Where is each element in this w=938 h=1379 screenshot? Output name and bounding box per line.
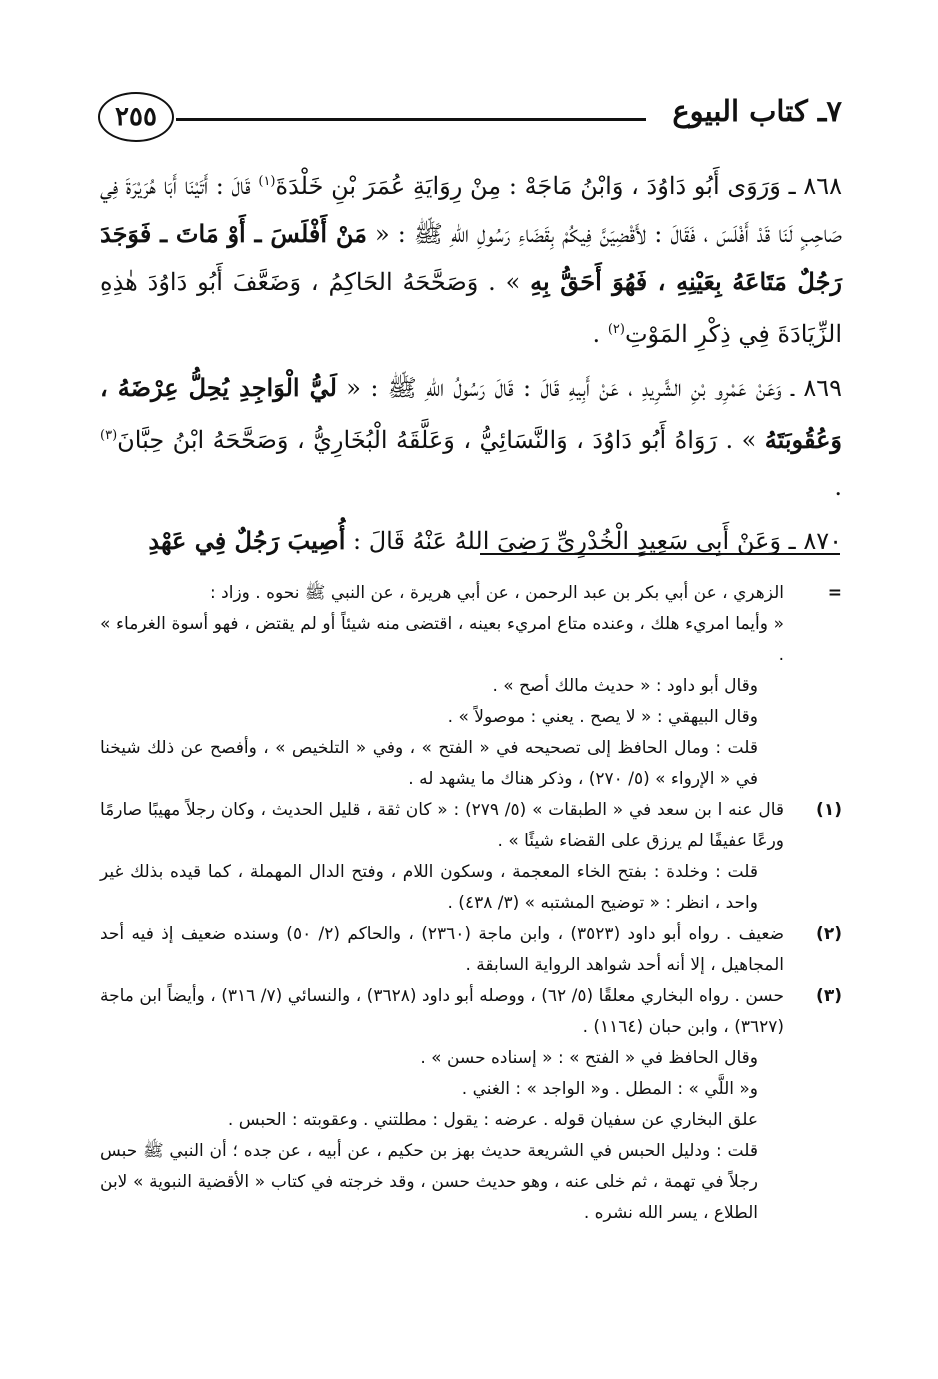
footnote-body: [100, 578, 784, 795]
footnote-mark: =: [827, 583, 842, 603]
hadith-868-end: .: [592, 320, 608, 348]
footnote-separator: [480, 553, 840, 555]
hadith-868-tail: » . وَصَحَّحَهُ الحَاكِمُ ، وَضَعَّفَ أَبُو دَاوُدَ هٰذِهِ الزِّيَادَةَ فِي ذِكْرِ المَوْتِ: [100, 268, 842, 348]
footnote-line: وقال أبو داود : « حديث مالك أصح » .: [492, 676, 758, 696]
footnote-line: وقال الحافظ في « الفتح » : « إسناده حسن » .: [420, 1048, 758, 1068]
footnote-ref-2: (٢): [607, 322, 625, 337]
hadith-868: [100, 158, 842, 358]
hadith-870-lead: ٨٧٠ ـ وَعَنْ أَبِي سَعِيدٍ الْخُدْرِيِّ رَضِيَ اللهُ عَنْهُ قَالَ :: [345, 527, 842, 555]
footnote-ref-1: (١): [258, 174, 276, 189]
hadith-869-end: .: [834, 473, 842, 501]
footnote-3: [100, 981, 842, 1229]
footnote-2: [100, 919, 842, 981]
header-rule: [176, 118, 646, 121]
hadith-870: [100, 517, 842, 565]
hadith-869-quote: لَيُّ الْوَاجِدِ يُحِلُّ عِرْضَهُ ، وَعُقُوبَتَهُ: [100, 373, 842, 454]
footnote-continued: [100, 578, 842, 795]
hadith-869: [100, 364, 842, 511]
footnote-body: [100, 981, 784, 1229]
footnote-mark: (٢): [816, 924, 842, 944]
footnote-line: الزهري ، عن أبي بكر بن عبد الرحمن ، عن أبي هريرة ، عن النبي ﷺ نحوه . وزاد :: [210, 583, 784, 603]
footnote-body: [100, 795, 784, 919]
page-number: ٢٥٥: [98, 92, 174, 142]
footnote-line: ضعيف . رواه أبو داود (٣٥٢٣) ، وابن ماجة (٢٣٦٠) ، والحاكم (٢/ ٥٠) وسنده ضعيف إذ فيه أحد المجاهيل ، إلا أنه أحد شواهد الرواية السابقة .: [100, 924, 785, 975]
footnote-line: قلت : ودليل الحبس في الشريعة حديث بهز بن حكيم ، عن أبيه ، عن جده ؛ أن النبي ﷺ حبس رجلاً في تهمة ، ثم خلى عنه ، وهو حديث حسن ، وقد خرجته في كتاب « الأقضية النبوية » لابن الطلاع ، يسر الله نشره .: [100, 1141, 758, 1223]
footnote-mark: (١): [816, 800, 842, 820]
hadith-869-tail: » . رَوَاهُ أَبُو دَاوُدَ ، وَالنَّسَائِيُّ ، وَعَلَّقَهُ الْبُخَارِيُّ ، وَصَحَّحَهُ ابْنُ حِبَّانَ: [117, 426, 765, 454]
main-text: [100, 158, 842, 571]
footnote-line: قلت : ومال الحافظ إلى تصحيحه في « الفتح » ، وفي « التلخيص » ، وأفصح عن ذلك شيخنا في « الإرواء » (٥/ ٢٧٠) ، وذكر هناك ما يشهد له .: [100, 738, 758, 789]
footnote-line: « وأيما امريء هلك ، وعنده متاع امريء بعينه ، اقتضى منه شيئاً أو لم يقتض ، فهو أسوة الغرماء » .: [100, 614, 784, 665]
footnote-1: [100, 795, 842, 919]
footnote-line: و« اللَّي » : المطل . و« الواجد » : الغني .: [461, 1079, 758, 1099]
hadith-868-lead: ٨٦٨ ـ وَرَوَى أَبُو دَاوُدَ ، وَابْنُ مَاجَهْ : مِنْ رِوَايَةِ عُمَرَ بْنِ خَلْدَةَ: [275, 172, 842, 200]
footnote-mark: (٣): [816, 986, 842, 1006]
page-header: [98, 92, 842, 152]
footnote-line: وقال البيهقي : « لا يصح . يعني : موصولاً » .: [447, 707, 758, 727]
footnote-body: [100, 919, 784, 981]
hadith-868-mid: قَالَ : أَتَيْنَا أَبَا هُرَيْرَةَ فِي صَاحِبٍ لَنَا قَدْ أَفْلَسَ ، فَقَالَ : لأَقْضِيَنَّ فِيكُمْ بِقَضَاءِ رَسُولِ اللهِ ﷺ : «: [100, 172, 842, 248]
footnote-line: حسن . رواه البخاري معلقًا (٥/ ٦٢) ، ووصله أبو داود (٣٦٢٨) ، والنسائي (٧/ ٣١٦) ، وأيضاً ابن ماجة (٣٦٢٧) ، وابن حبان (١١٦٤) .: [100, 986, 784, 1037]
footnotes: [100, 578, 842, 1229]
chapter-title: ٧ـ كتاب البيوع: [672, 94, 842, 128]
hadith-868-quote: مَنْ أَفْلَسَ ـ أَوْ مَاتَ ـ فَوَجَدَ رَجُلٌ مَتَاعَهُ بِعَيْنِهِ ، فَهُوَ أَحَقُّ بِهِ: [100, 219, 843, 296]
footnote-line: قال عنه ا بن سعد في « الطبقات » (٥/ ٢٧٩) : « كان ثقة ، قليل الحديث ، وكان رجلاً مهيبًا صارمًا ورعًا عفيفًا لم يرزق على القضاء شيئًا » .: [100, 800, 784, 851]
footnote-line: قلت : وخلدة : بفتح الخاء المعجمة ، وسكون اللام ، وفتح الدال المهملة ، كما قيده بذلك غير واحد ، انظر : « توضيح المشتبه » (٣/ ٤٣٨) .: [100, 862, 758, 913]
footnote-line: علق البخاري عن سفيان قوله . عرضه : يقول : مطلتني . وعقوبته : الحبس .: [227, 1110, 758, 1130]
hadith-870-quote: أُصِيبَ رَجُلٌ فِي عَهْدِ: [148, 526, 346, 555]
hadith-869-lead: ٨٦٩ ـ وَعَنْ عَمْرِو بْنِ الشَّرِيدِ ، عَنْ أَبِيهِ قَالَ : قَالَ رَسُولُ اللهِ ﷺ : «: [336, 374, 843, 402]
footnote-ref-3: (٣): [100, 428, 118, 443]
